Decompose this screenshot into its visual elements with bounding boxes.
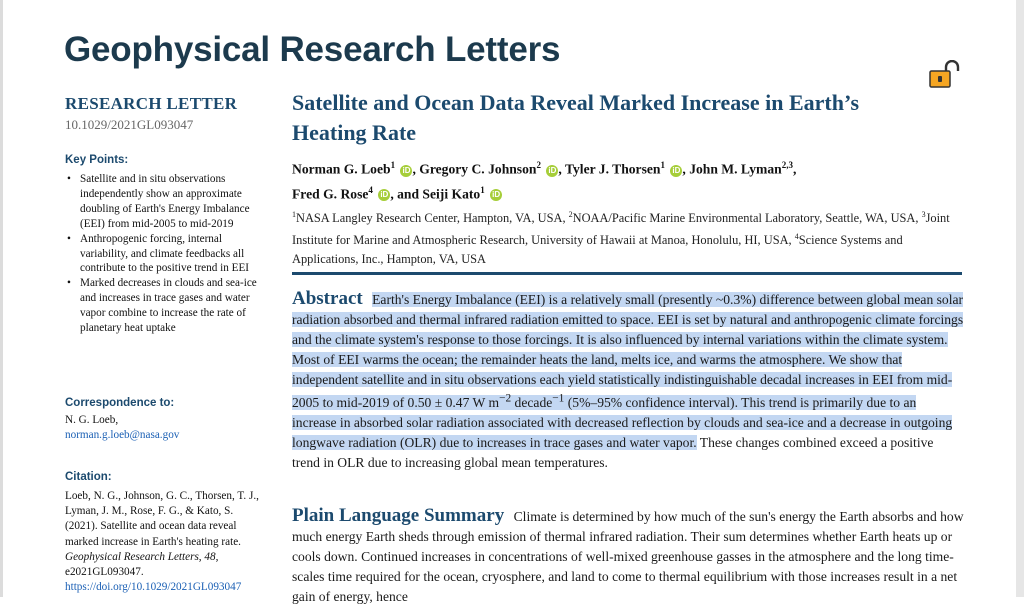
orcid-icon[interactable]: iD xyxy=(548,165,557,175)
key-point-item: • Satellite and in situ observations independently show an approximate doubling of Earth's Energy Imbalance (EEI) from mid-2005 to mid-2019 xyxy=(65,172,261,232)
author-name[interactable]: and Seiji Kato xyxy=(397,186,481,202)
citation-heading: Citation: xyxy=(65,471,112,483)
affiliation-number: 2 xyxy=(568,210,573,219)
abstract-text: (5%–95% confidence interval). This trend is primarily due to an increase in absorbed solar radiation associated with decreased reflection by clouds and sea-ice and a decrease in outgoing longwave radiation (OLR) due to increases in trace gases and water vapor. xyxy=(292,395,953,450)
orcid-icon[interactable]: iD xyxy=(402,165,411,175)
affiliation-text: Joint Institute for Marine and Atmospheric Research, University of Hawaii at Manoa, Honolulu, HI, USA, xyxy=(292,211,950,247)
affiliation-number: 3 xyxy=(921,210,926,219)
unit-exponent: −2 xyxy=(499,392,512,405)
citation-journal: Geophysical Research Letters, 48, xyxy=(65,550,219,563)
article-info-sidebar xyxy=(65,94,265,133)
affiliation-text: NASA Langley Research Center, Hampton, VA, USA, xyxy=(296,211,569,226)
unit-exponent: −1 xyxy=(552,392,565,405)
author-name[interactable]: Fred G. Rose xyxy=(292,186,369,202)
orcid-icon[interactable]: iD xyxy=(380,190,389,200)
affiliation-text: Science Systems and Applications, Inc., Hampton, VA, USA xyxy=(292,232,903,266)
author-name[interactable]: Gregory C. Johnson xyxy=(419,161,537,177)
affiliation-number: 1 xyxy=(292,210,296,219)
author-name[interactable]: Norman G. Loeb xyxy=(292,161,391,177)
affiliation-text: NOAA/Pacific Marine Environmental Laboratory, Seattle, WA, USA, xyxy=(572,211,922,226)
abstract-text: decade xyxy=(511,395,553,411)
author-affiliation-number: 1 xyxy=(660,160,665,170)
abstract-text: Earth's Energy Imbalance (EEI) is a relatively small (presently ~0.3%) difference between global mean solar radiation absorbed and thermal infrared radiation emitted to space. EEI is set by natural and anthropogenic climate forcings and the climate system's response to those forcings. It is also influenced by internal variations within the climate system. Most of EEI warms the ocean; the remainder heats the land, melts ice, and warms the atmosphere. We show that independent satellite and in situ observations each yield statistically indistinguishable decadal increases in EEI from mid-2005 to mid-2019 of 0.50 ± 0.47 W m xyxy=(292,292,964,411)
plain-language-summary-heading: Plain Language Summary xyxy=(292,505,505,526)
affiliations xyxy=(292,206,957,268)
article-type: RESEARCH LETTER xyxy=(65,94,238,113)
abstract xyxy=(292,289,964,473)
citation-doi-link[interactable]: https://doi.org/10.1029/2021GL093047 xyxy=(65,581,242,594)
journal-title: Geophysical Research Letters xyxy=(64,30,561,69)
plain-language-summary xyxy=(292,506,964,607)
orcid-icon[interactable]: iD xyxy=(672,165,681,175)
correspondence-email-link[interactable]: norman.g.loeb@nasa.gov xyxy=(65,429,180,441)
abstract-heading: Abstract xyxy=(292,288,363,309)
plain-language-summary-text: Climate is determined by how much of the sun's energy the Earth absorbs and how much energy Earth sheds through emission of thermal infrared radiation. Their sum determines whether Earth heats up or cools down. Continued increases in concentrations of well-mixed greenhouse gasses in the atmosphere and the long time-scales time required for the ocean, cryosphere, and land to come to thermal equilibrium with those increases result in a net gain of energy, hence xyxy=(292,509,964,604)
citation-tail: e2021GL093047. xyxy=(65,566,144,579)
affiliation-number: 4 xyxy=(794,231,799,241)
abstract-text: These changes combined exceed a positive trend in OLR due to increasing global mean temperatures. xyxy=(292,434,934,470)
scrollbar-track[interactable] xyxy=(1016,0,1024,597)
author-affiliation-number: 4 xyxy=(368,184,373,195)
open-access-lock-icon xyxy=(928,60,964,90)
key-point-item: • Anthropogenic forcing, internal variability, and climate feedbacks all contribute to the positive trend in EEI xyxy=(65,232,261,277)
correspondence-heading: Correspondence to: xyxy=(65,397,175,409)
author-affiliation-number: 1 xyxy=(390,160,396,170)
author-affiliation-number: 2,3 xyxy=(781,160,793,170)
citation-text: Loeb, N. G., Johnson, G. C., Thorsen, T. J., Lyman, J. M., Rose, F. G., & Kato, S. (2021). Satellite and ocean data reveal marked increase in Earth's heating rate. xyxy=(65,490,259,548)
key-point-item: • Marked decreases in clouds and sea-ice and increases in trace gases and water vapor combine to increase the rate of planetary heat uptake xyxy=(65,276,261,336)
window-frame-left xyxy=(0,0,3,597)
article-title: Satellite and Ocean Data Reveal Marked Increase in Earth’s Heating Rate xyxy=(292,90,860,145)
key-points-heading: Key Points: xyxy=(65,154,129,166)
author-list: Norman G. Loeb$^1$ iD , Gregory C. Johnson$^2$ iD , Tyler J. Thorsen$^1$ iD , John M. Lyman$^{2,3}$, Fred G. Rose$^4$ iD , and Seiji Kato$^1$ iD xyxy=(292,160,797,202)
key-points-list xyxy=(65,172,261,336)
orcid-icon[interactable]: iD xyxy=(492,190,501,200)
correspondence-name: N. G. Loeb, xyxy=(65,414,119,426)
abstract-selected-text[interactable] xyxy=(292,292,963,450)
article-doi: 10.1029/2021GL093047 xyxy=(65,117,194,132)
author-affiliation-number: 1 xyxy=(480,184,485,195)
author-name[interactable]: Tyler J. Thorsen xyxy=(564,161,661,177)
author-name[interactable]: John M. Lyman xyxy=(689,161,782,177)
section-divider xyxy=(292,272,962,275)
author-affiliation-number: 2 xyxy=(536,160,541,170)
citation-block xyxy=(65,489,263,595)
